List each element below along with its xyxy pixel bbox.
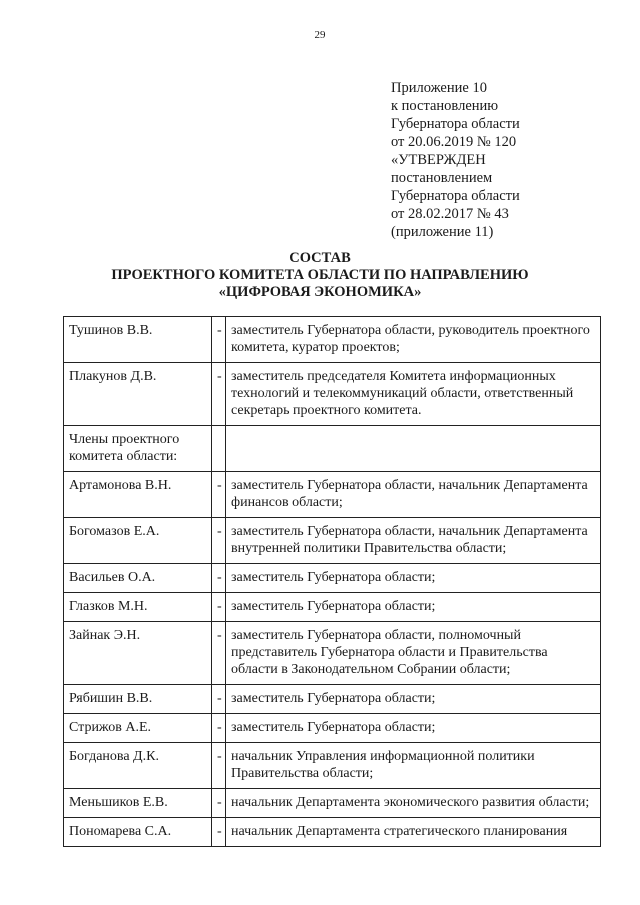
- table-row: [64, 363, 601, 426]
- dash-separator: -: [212, 472, 226, 518]
- table-row: [64, 426, 601, 472]
- member-name: Богданова Д.К.: [64, 743, 212, 789]
- member-role: заместитель Губернатора области, руководитель проектного комитета, куратор проектов;: [226, 317, 601, 363]
- member-name: Богомазов Е.А.: [64, 518, 212, 564]
- appendix-line: (приложение 11): [391, 224, 494, 240]
- appendix-line: «УТВЕРЖДЕН: [391, 152, 486, 168]
- page-number: 29: [314, 29, 326, 41]
- dash-separator: -: [212, 518, 226, 564]
- dash-separator: [212, 426, 226, 472]
- appendix-line: Губернатора области: [391, 116, 520, 132]
- committee-members-table: [63, 316, 601, 847]
- dash-separator: -: [212, 685, 226, 714]
- dash-separator: -: [212, 363, 226, 426]
- member-name: Стрижов А.Е.: [64, 714, 212, 743]
- appendix-line: Приложение 10: [391, 80, 487, 96]
- member-role: начальник Управления информационной политики Правительства области;: [226, 743, 601, 789]
- appendix-header: [391, 79, 611, 241]
- member-role: заместитель Губернатора области;: [226, 593, 601, 622]
- dash-separator: -: [212, 743, 226, 789]
- member-role: заместитель Губернатора области, начальник Департамента внутренней политики Правительства области;: [226, 518, 601, 564]
- appendix-line: от 28.02.2017 № 43: [391, 206, 509, 222]
- member-name: Васильев О.А.: [64, 564, 212, 593]
- member-role: начальник Департамента стратегического планирования: [226, 818, 601, 847]
- table-row: [64, 622, 601, 685]
- title-line: «ЦИФРОВАЯ ЭКОНОМИКА»: [218, 284, 422, 300]
- table-row: [64, 317, 601, 363]
- dash-separator: -: [212, 789, 226, 818]
- member-role: заместитель председателя Комитета информационных технологий и телекоммуникаций области, ответственный секретарь проектного комитета.: [226, 363, 601, 426]
- table-row: [64, 472, 601, 518]
- table-row: [64, 564, 601, 593]
- title-line: ПРОЕКТНОГО КОМИТЕТА ОБЛАСТИ ПО НАПРАВЛЕНИЮ: [111, 267, 529, 283]
- member-role: заместитель Губернатора области, начальник Департамента финансов области;: [226, 472, 601, 518]
- member-name: Тушинов В.В.: [64, 317, 212, 363]
- member-name: Глазков М.Н.: [64, 593, 212, 622]
- title-line: СОСТАВ: [289, 250, 351, 266]
- dash-separator: -: [212, 317, 226, 363]
- member-role: заместитель Губернатора области;: [226, 685, 601, 714]
- table-row: [64, 714, 601, 743]
- member-role: заместитель Губернатора области, полномочный представитель Губернатора области и Правительства области в Законодательном Собрании области;: [226, 622, 601, 685]
- table-row: [64, 789, 601, 818]
- table-row: [64, 518, 601, 564]
- member-name: Зайнак Э.Н.: [64, 622, 212, 685]
- dash-separator: -: [212, 564, 226, 593]
- table-row: [64, 685, 601, 714]
- member-role: заместитель Губернатора области;: [226, 564, 601, 593]
- table-row: [64, 818, 601, 847]
- appendix-line: постановлением: [391, 170, 493, 186]
- member-name: Артамонова В.Н.: [64, 472, 212, 518]
- member-role: начальник Департамента экономического развития области;: [226, 789, 601, 818]
- table-row: [64, 743, 601, 789]
- dash-separator: -: [212, 714, 226, 743]
- member-name: Пономарева С.А.: [64, 818, 212, 847]
- member-name: Меньшиков Е.В.: [64, 789, 212, 818]
- member-name: Плакунов Д.В.: [64, 363, 212, 426]
- dash-separator: -: [212, 622, 226, 685]
- members-section-label: Члены проектного комитета области:: [64, 426, 212, 472]
- member-role: [226, 426, 601, 472]
- appendix-line: Губернатора области: [391, 188, 520, 204]
- member-role: заместитель Губернатора области;: [226, 714, 601, 743]
- table-row: [64, 593, 601, 622]
- appendix-line: к постановлению: [391, 98, 499, 114]
- dash-separator: -: [212, 818, 226, 847]
- appendix-line: от 20.06.2019 № 120: [391, 134, 517, 150]
- document-title: [0, 250, 640, 301]
- member-name: Рябишин В.В.: [64, 685, 212, 714]
- dash-separator: -: [212, 593, 226, 622]
